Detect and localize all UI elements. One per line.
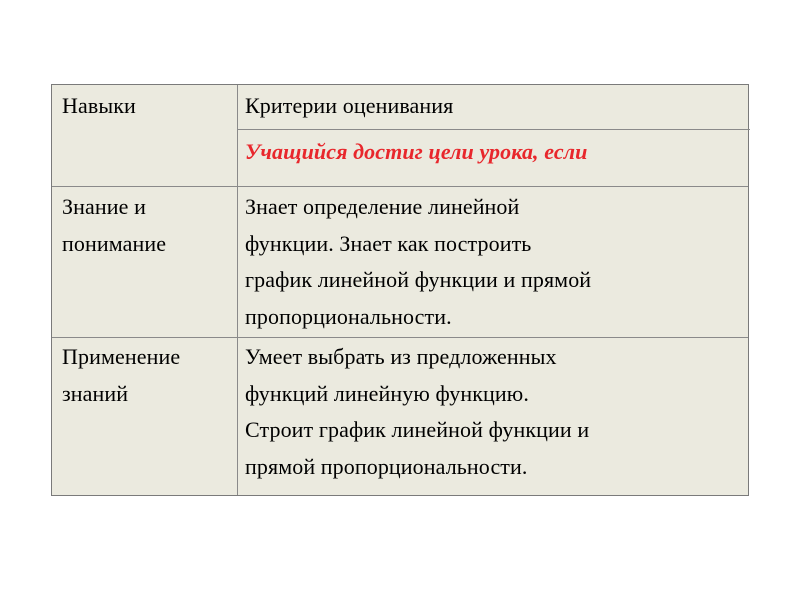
row-1-criterion-line: Знает определение линейной (245, 194, 520, 219)
header-subheading-divider (237, 129, 750, 130)
row-1-criterion-line: пропорциональности. (245, 303, 452, 329)
header-skills: Навыки (62, 93, 136, 118)
row-2-criterion-line: Строит график линейной функции и (245, 417, 590, 442)
row-2-skill-line: знаний (62, 380, 129, 406)
row-1-divider (52, 337, 748, 338)
row-1-criterion-line: функции. Знает как построить (245, 230, 532, 256)
row-1-criterion-line: график линейной функции и прямой (245, 267, 592, 292)
row-1-criterion (245, 189, 745, 335)
header-row-divider (52, 186, 748, 187)
row-1-skill-line: Знание и (62, 194, 146, 219)
header-subheading: Учащийся достиг цели урока, если (245, 139, 588, 164)
row-2-criterion-line: прямой пропорциональности. (245, 453, 528, 479)
row-2-skill-line: Применение (62, 344, 181, 369)
row-2-criterion-line: функций линейную функцию. (245, 380, 529, 406)
column-divider (237, 85, 238, 495)
row-1-skill (62, 189, 232, 262)
criteria-table (51, 84, 749, 496)
row-2-skill (62, 339, 232, 412)
row-2-criterion-line: Умеет выбрать из предложенных (245, 344, 557, 369)
row-2-criterion (245, 339, 745, 485)
header-criteria: Критерии оценивания (245, 93, 454, 118)
row-1-skill-line: понимание (62, 230, 167, 256)
